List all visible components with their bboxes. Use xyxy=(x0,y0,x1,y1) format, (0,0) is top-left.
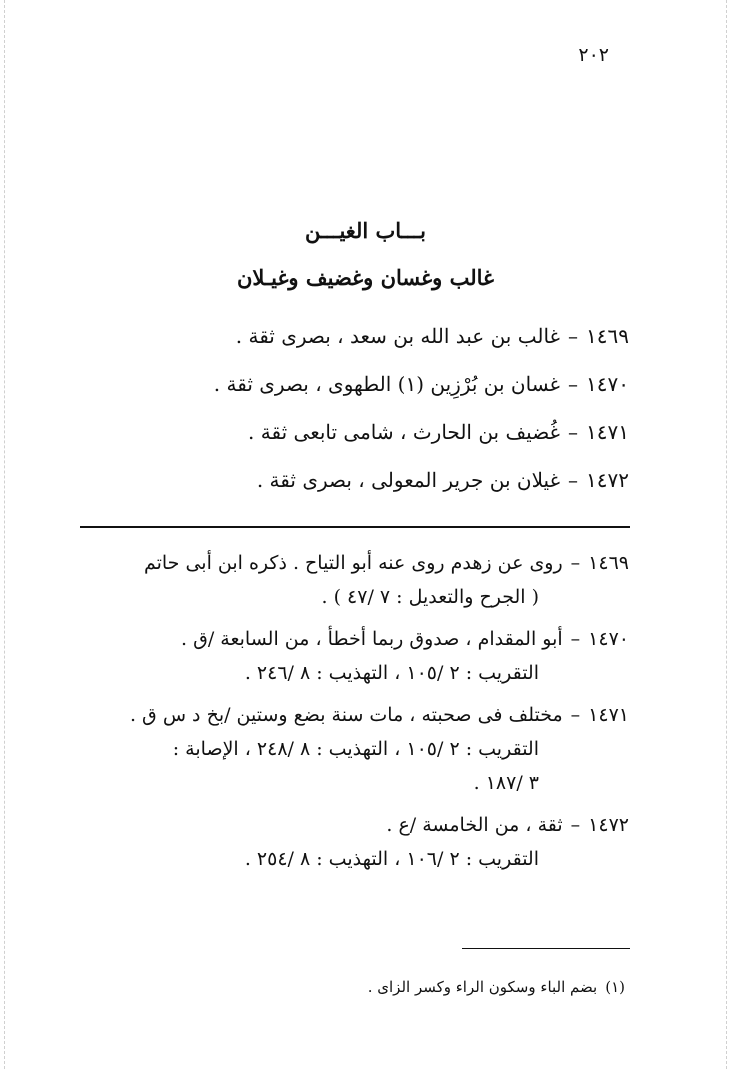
page-number: ٢٠٢ xyxy=(578,44,609,66)
note-1469 xyxy=(64,546,629,614)
footnote-text: بضم الباء وسكون الراء وكسر الزاى . xyxy=(367,978,598,996)
entry-1470 xyxy=(69,366,629,414)
entry-dash: – xyxy=(568,420,579,444)
note-dash: – xyxy=(570,704,581,726)
note-dash: – xyxy=(570,628,581,650)
footnote-divider xyxy=(462,948,630,949)
note-dash: – xyxy=(570,552,581,574)
note-1470 xyxy=(64,622,629,690)
entry-text: غُضيف بن الحارث ، شامى تابعى ثقة . xyxy=(248,420,561,444)
note-continuation: ( الجرح والتعديل : ٧ /٤٧ ) . xyxy=(321,586,539,608)
section-title: غالب وغسان وغضيف وغيـلان xyxy=(237,265,494,290)
entry-text: غيلان بن جرير المعولى ، بصرى ثقة . xyxy=(256,468,561,492)
note-1472 xyxy=(64,808,629,876)
entry-number: ١٤٧١ xyxy=(586,420,629,444)
entry-number: ١٤٧٢ xyxy=(586,468,629,492)
note-continuation: التقريب : ٢ /١٠٦ ، التهذيب : ٨ /٢٥٤ . xyxy=(244,848,539,870)
entry-1471 xyxy=(69,414,629,462)
entry-dash: – xyxy=(568,372,579,396)
note-number: ١٤٧١ xyxy=(588,704,629,726)
entry-list xyxy=(69,318,629,510)
note-continuation: التقريب : ٢ /١٠٥ ، التهذيب : ٨ /٢٤٨ ، الإصابة : xyxy=(172,738,539,760)
note-number: ١٤٧٢ xyxy=(588,814,629,836)
entry-number: ١٤٧٠ xyxy=(586,372,629,396)
note-number: ١٤٦٩ xyxy=(588,552,629,574)
entry-number: ١٤٦٩ xyxy=(586,324,629,348)
chapter-title: بـــاب الغيـــن xyxy=(305,218,426,243)
note-text: أبو المقدام ، صدوق ربما أخطأ ، من السابعة /ق . xyxy=(181,628,563,650)
note-continuation: التقريب : ٢ /١٠٥ ، التهذيب : ٨ /٢٤٦ . xyxy=(244,662,539,684)
main-divider xyxy=(80,526,630,528)
note-first-line xyxy=(64,698,629,732)
entry-dash: – xyxy=(568,324,579,348)
entry-text: غالب بن عبد الله بن سعد ، بصرى ثقة . xyxy=(235,324,561,348)
footnote xyxy=(368,978,625,996)
notes-list xyxy=(64,546,629,884)
entry-1469 xyxy=(69,318,629,366)
note-number: ١٤٧٠ xyxy=(588,628,629,650)
note-first-line xyxy=(64,622,629,656)
page-guide-right xyxy=(726,0,727,1069)
note-first-line xyxy=(64,546,629,580)
entry-1472 xyxy=(69,462,629,510)
entry-text: غسان بن بُرْزِين (١) الطهوى ، بصرى ثقة . xyxy=(213,372,561,396)
entry-dash: – xyxy=(568,468,579,492)
note-text: مختلف فى صحبته ، مات سنة بضع وستين /بخ د س ق . xyxy=(129,704,563,726)
note-continuation: ٣ /١٨٧ . xyxy=(473,772,539,794)
note-text: روى عن زهدم روى عنه أبو التياح . ذكره ابن أبى حاتم xyxy=(143,552,563,574)
page-guide-left xyxy=(4,0,5,1069)
note-1471 xyxy=(64,698,629,800)
note-dash: – xyxy=(570,814,581,836)
note-first-line xyxy=(64,808,629,842)
note-text: ثقة ، من الخامسة /ع . xyxy=(386,814,563,836)
footnote-marker: (١) xyxy=(605,978,625,996)
